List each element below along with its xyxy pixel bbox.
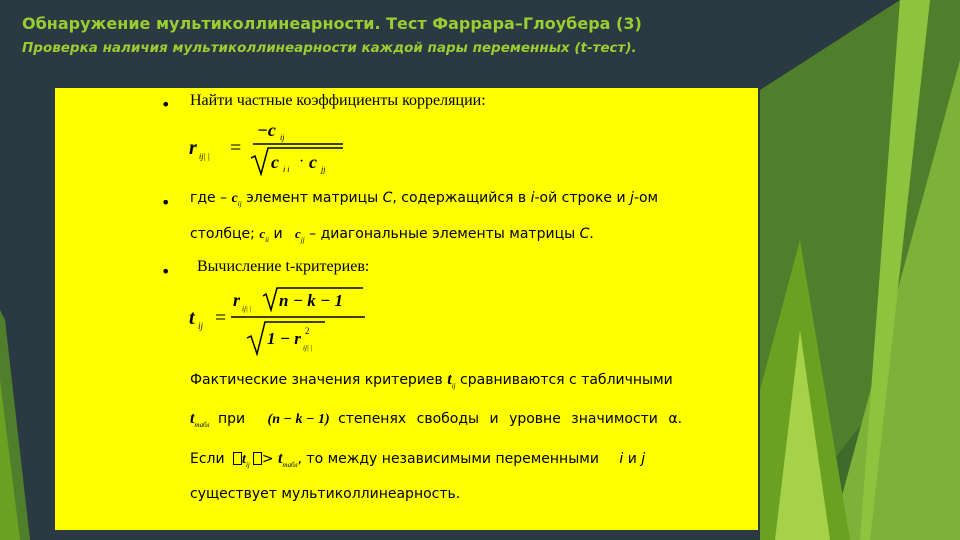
para-1-t-sub: ij (451, 381, 456, 390)
item-1-text: Найти частные коэффициенты корреляции: (190, 92, 486, 109)
para-1-t-tab-sub: табл (194, 420, 210, 429)
item-2-om: -ом (633, 190, 659, 206)
item-2-column: столбце; (190, 226, 255, 242)
formula1-num: −c (257, 120, 276, 140)
item-2-contained: , содержащийся в (392, 190, 527, 206)
para-2-t-tab-sub: табл (282, 460, 298, 469)
item-2-cii: c (259, 226, 266, 241)
slide-subtitle: Проверка наличия мультиколлинеарности каждой пары переменных (t-тест). (22, 40, 637, 56)
para-1-t-tab: t (190, 410, 195, 427)
item-2-C: C (382, 190, 393, 206)
formula2-den-sub: ij| | (303, 344, 313, 352)
para-1-at: при (217, 411, 246, 427)
formula1-eq: = (230, 137, 242, 159)
formula1-num-sub: ij (280, 133, 285, 142)
formula2-sqrt1: n − k − 1 (279, 291, 344, 310)
para-1-df: (n − k − 1) (267, 412, 330, 427)
formula1-r-sub: ij| | (199, 152, 210, 161)
item-2-where: где – (190, 190, 228, 206)
formula1-dot: · (299, 153, 305, 170)
para-1-line-1 (190, 371, 673, 390)
item-2-c-sub: ij (237, 199, 242, 208)
para-2-gt: > (261, 451, 274, 467)
para-2-box-right-icon (253, 452, 262, 465)
item-2-row: -ой строке и (534, 190, 626, 206)
content-panel (55, 88, 758, 530)
formula-partial-correlation (185, 118, 355, 180)
para-2-box-left-icon (233, 452, 242, 465)
para-1-line-2 (190, 410, 682, 429)
bullet-1: • (161, 95, 171, 114)
para-2-and: и (627, 451, 637, 467)
para-2-t-sub: ij (245, 460, 250, 469)
formula2-t-sub: ij (198, 321, 204, 331)
slide-title: Обнаружение мультиколлинеарности. Тест Фаррара–Глоубера (3) (22, 14, 642, 33)
item-2-c-symbol: c (231, 191, 238, 206)
item-2-diagonal: – диагональные элементы матрицы (309, 226, 576, 242)
bullet-2: • (161, 193, 171, 212)
item-2-dot: . (589, 226, 594, 242)
item-3-text: Вычисление t-критериев: (197, 258, 370, 275)
item-2-cii-sub: ii (265, 235, 269, 244)
formula-t-criterion (185, 284, 385, 356)
item-2-cjj: c (295, 226, 301, 241)
formula2-eq: = (215, 307, 227, 329)
item-2-and: и (273, 226, 283, 242)
formula1-den-sub2: jj (321, 165, 326, 174)
item-2-cjj-sub: jj (300, 235, 305, 244)
para-2-j: j (641, 451, 646, 467)
formula1-den-sub1: i i (283, 165, 290, 174)
formula1-sqrt (251, 148, 343, 174)
para-1-compare: сравниваются с табличными (460, 372, 673, 388)
para-2-then: , то между независимыми переменными (297, 451, 599, 467)
para-1-t: t (447, 371, 452, 388)
item-2-element: элемент матрицы (246, 190, 379, 206)
para-1-degrees: степенях свободы и уровне значимости α. (338, 411, 683, 427)
para-2-t: t (242, 452, 246, 467)
para-2-if: Если (190, 451, 225, 467)
formula2-den: 1 − r (267, 329, 301, 348)
formula1-den-c1: c (271, 152, 279, 172)
para-2-line-1 (190, 450, 645, 469)
bullet-3: • (161, 262, 171, 281)
formula2-r: r (233, 290, 241, 310)
formula2-r-sub: ij| | (242, 305, 252, 313)
formula2-t: t (189, 307, 195, 329)
item-2-line-2 (190, 226, 594, 244)
formula1-r: r (189, 137, 197, 159)
para-1-actual: Фактические значения критериев (190, 372, 443, 388)
para-2-line-2: существует мультиколлинеарность. (190, 486, 461, 502)
item-2-C2: C (579, 226, 590, 242)
item-2-i: i (530, 190, 535, 206)
para-2-t-tab: t (278, 450, 283, 467)
item-2-j: j (630, 190, 634, 206)
formula1-den-c2: c (309, 152, 317, 172)
item-2-line-1 (190, 190, 658, 208)
para-2-i: i (619, 451, 624, 467)
formula2-den-sup: 2 (305, 326, 310, 336)
